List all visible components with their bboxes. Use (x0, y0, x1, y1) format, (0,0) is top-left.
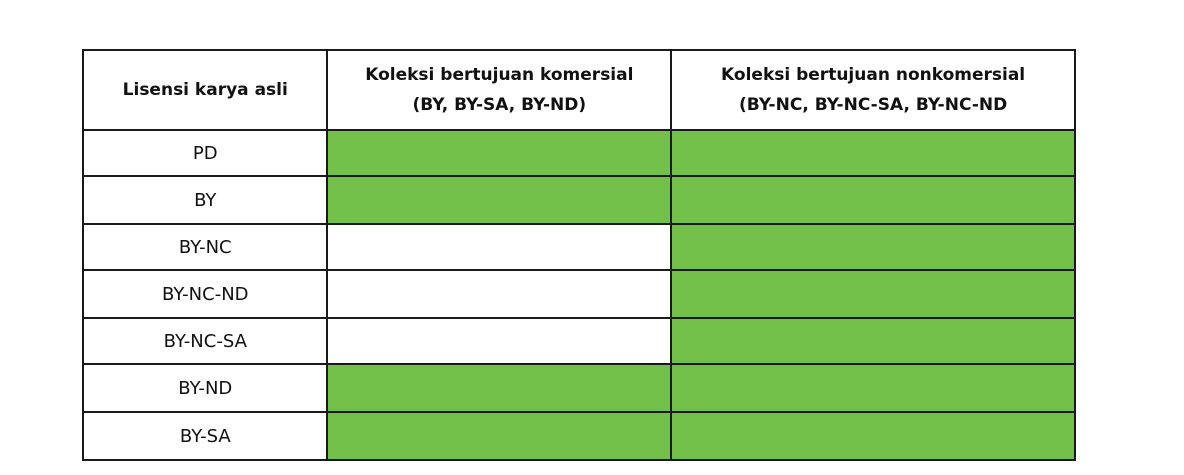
header-noncommercial-subtitle: (BY-NC, BY-NC-SA, BY-NC-ND (738, 95, 1008, 115)
header-commercial (327, 50, 671, 130)
header-commercial-title: Koleksi bertujuan komersial (365, 65, 634, 85)
commercial-compatibility-cell (327, 412, 671, 460)
license-compatibility-table (82, 49, 1076, 461)
noncommercial-compatibility-cell (671, 364, 1075, 412)
commercial-compatibility-cell (327, 318, 671, 364)
header-row (83, 50, 1075, 130)
header-noncommercial (671, 50, 1075, 130)
header-license-label: Lisensi karya asli (122, 80, 288, 100)
table-row (83, 224, 1075, 270)
license-cell: BY-NC-SA (83, 318, 327, 364)
commercial-compatibility-cell (327, 364, 671, 412)
commercial-compatibility-cell (327, 270, 671, 318)
license-cell: PD (83, 130, 327, 176)
license-cell: BY-ND (83, 364, 327, 412)
table-row (83, 412, 1075, 460)
table-body (83, 130, 1075, 460)
noncommercial-compatibility-cell (671, 412, 1075, 460)
table-row (83, 364, 1075, 412)
noncommercial-compatibility-cell (671, 176, 1075, 224)
noncommercial-compatibility-cell (671, 318, 1075, 364)
noncommercial-compatibility-cell (671, 224, 1075, 270)
header-noncommercial-title: Koleksi bertujuan nonkomersial (721, 65, 1026, 85)
noncommercial-compatibility-cell (671, 270, 1075, 318)
commercial-compatibility-cell (327, 224, 671, 270)
license-cell: BY-SA (83, 412, 327, 460)
table-row (83, 318, 1075, 364)
license-cell: BY (83, 176, 327, 224)
table-row (83, 270, 1075, 318)
header-license (83, 50, 327, 130)
table-row (83, 176, 1075, 224)
commercial-compatibility-cell (327, 130, 671, 176)
header-commercial-subtitle: (BY, BY-SA, BY-ND) (412, 95, 587, 115)
license-cell: BY-NC (83, 224, 327, 270)
commercial-compatibility-cell (327, 176, 671, 224)
noncommercial-compatibility-cell (671, 130, 1075, 176)
license-cell: BY-NC-ND (83, 270, 327, 318)
table-row (83, 130, 1075, 176)
